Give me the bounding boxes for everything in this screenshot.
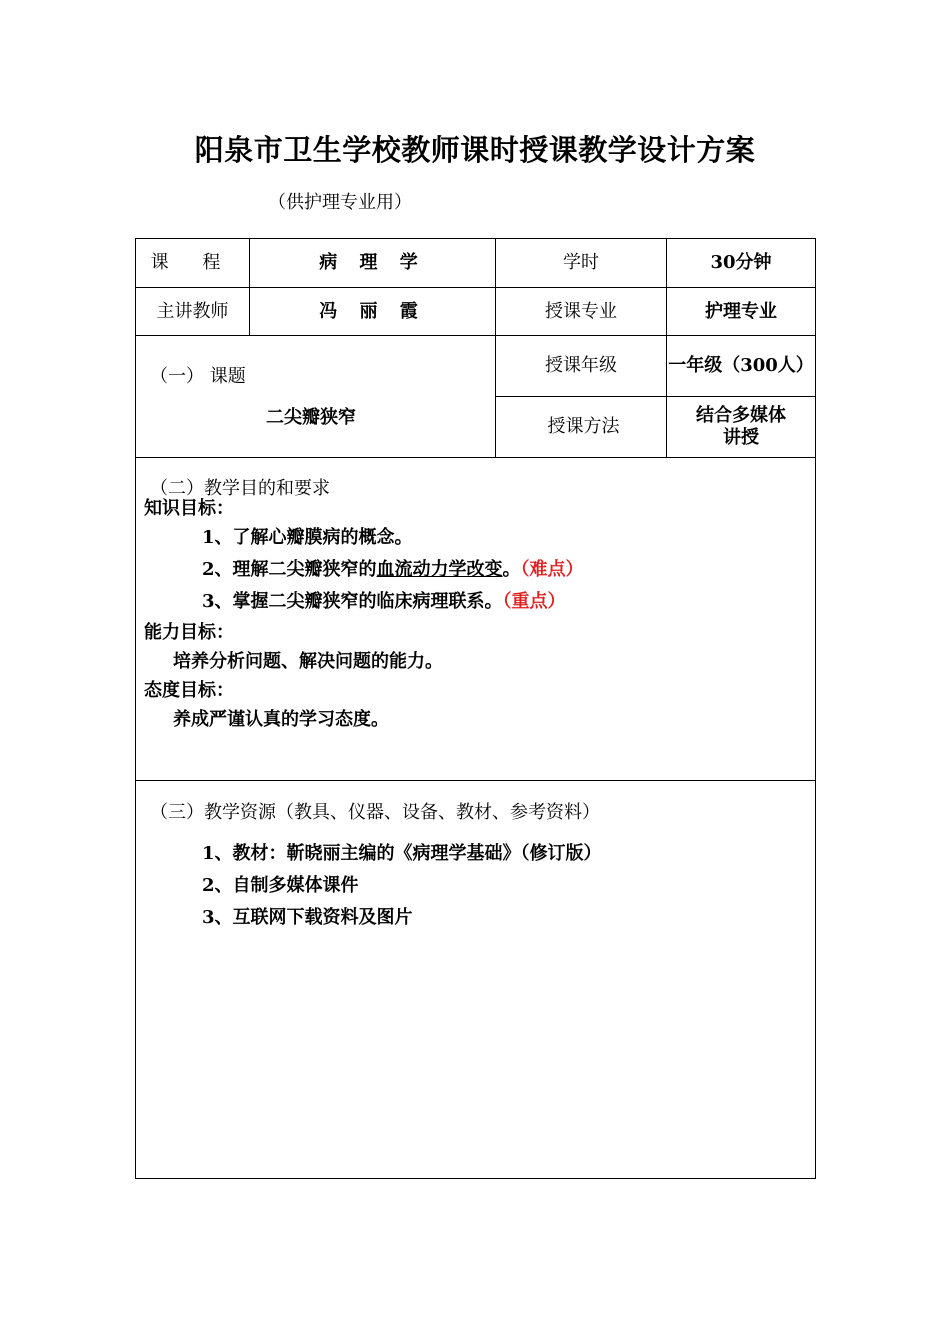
document-subtitle: （供护理专业用） — [268, 192, 412, 213]
knowledge-item-text: 3、掌握二尖瓣狭窄的临床病理联系。 — [202, 591, 503, 612]
document-title: 阳泉市卫生学校教师课时授课教学设计方案 — [194, 133, 756, 167]
grade-label: 授课年级 — [545, 355, 617, 376]
knowledge-item — [202, 559, 584, 581]
topic-value: 二尖瓣狭窄 — [266, 407, 356, 428]
knowledge-item-text: 。 — [502, 559, 521, 580]
resource-item: 3、互联网下载资料及图片 — [202, 907, 413, 928]
underlined-term: 血流动力学改变 — [376, 559, 503, 580]
resources-heading: （三）教学资源（教具、仪器、设备、教材、参考资料） — [150, 802, 600, 823]
method-value-line: 结合多媒体 — [696, 405, 786, 426]
row-divider — [136, 457, 815, 458]
resource-item: 2、自制多媒体课件 — [202, 875, 359, 896]
knowledge-item — [202, 591, 566, 613]
resource-item: 1、教材：靳晓丽主编的《病理学基础》（修订版） — [202, 843, 602, 864]
lesson-plan-form — [135, 238, 816, 1179]
method-label: 授课方法 — [547, 416, 620, 437]
attitude-label: 态度目标： — [144, 680, 234, 701]
course-label: 课 程 — [150, 252, 235, 273]
course-value: 病 理 学 — [319, 252, 426, 273]
hours-value: 30分钟 — [710, 252, 772, 273]
difficulty-tag: （难点） — [520, 559, 584, 580]
hours-label: 学时 — [563, 252, 599, 273]
method-value — [667, 397, 815, 457]
knowledge-label: 知识目标： — [144, 498, 234, 519]
major-value: 护理专业 — [705, 300, 777, 322]
knowledge-item-text: 2、理解二尖瓣狭窄的 — [202, 559, 377, 580]
teacher-label: 主讲教师 — [156, 300, 229, 322]
method-value-line: 讲授 — [723, 427, 759, 448]
grade-value: 一年级（300人） — [668, 355, 814, 376]
objectives-heading: （二）教学目的和要求 — [150, 478, 330, 499]
topic-heading: （一） 课题 — [150, 366, 246, 387]
section-divider — [136, 780, 815, 781]
ability-text: 培养分析问题、解决问题的能力。 — [173, 651, 443, 672]
attitude-text: 养成严谨认真的学习态度。 — [173, 709, 389, 730]
major-label: 授课专业 — [545, 300, 617, 322]
key-point-tag: （重点） — [502, 591, 566, 612]
knowledge-item: 1、了解心瓣膜病的概念。 — [202, 527, 413, 548]
teacher-value: 冯 丽 霞 — [319, 300, 426, 322]
ability-label: 能力目标： — [144, 622, 234, 643]
